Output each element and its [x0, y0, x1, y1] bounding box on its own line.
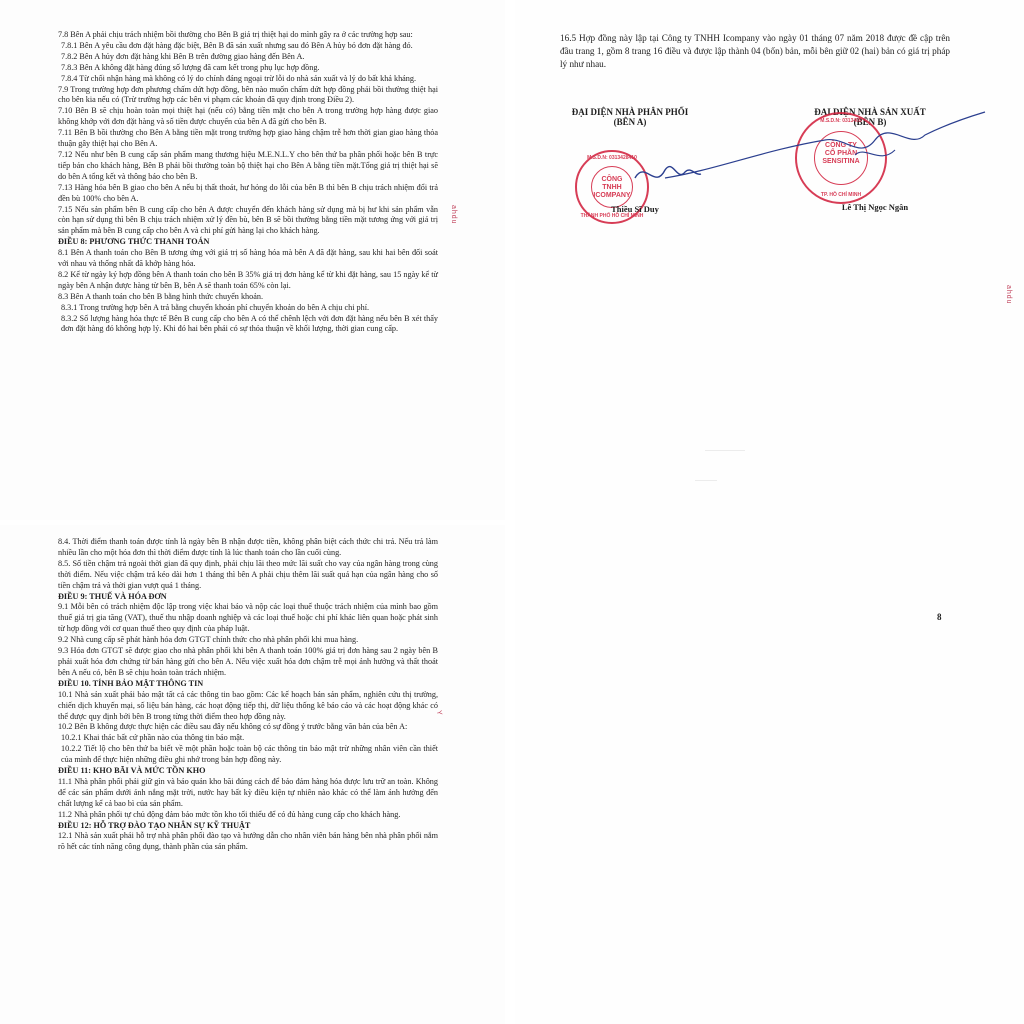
- seal-ring-text: M.S.D.N: 0313428410: [587, 155, 637, 161]
- paragraph: 7.8.2 Bên A hủy đơn đặt hàng khi Bên B trên đường giao hàng đến Bên A.: [61, 51, 305, 61]
- paragraph: 7.8 Bên A phải chịu trách nhiệm bồi thường cho Bên B giá trị thiệt hại do mình gây ra ở các trường hợp sau:: [58, 30, 413, 39]
- paragraph: 7.12 Nếu như bên B cung cấp sản phẩm mang thương hiệu M.E.N.L.Y cho bên thứ ba phân phối hoặc bên B trực tiếp bán cho khách hàng, Bên B phải bồi thường toàn bộ thiệt hại cho Bên A bằng tiền mặt.Tổng giá trị thiệt hại sẽ do bên A tổng kết và thông báo cho bên B.: [58, 149, 438, 181]
- section-heading: ĐIỀU 10. TÍNH BẢO MẬT THÔNG TIN: [58, 678, 204, 688]
- document-page-left-bottom: [0, 525, 505, 1024]
- paragraph: 9.3 Hóa đơn GTGT sẽ được giao cho nhà phân phối khi bên A thanh toán 100% giá trị đơn hàng sau 2 ngày bên B phải xuất hóa đơn chứng từ bán hàng gửi cho bên A. Nếu việc xuất hóa đơn chậm trễ mọi ảnh hưởng và thất thoát bên A nếu có, bên B sẽ chịu hoàn toàn trách nhiệm.: [58, 646, 438, 677]
- seal-name: CÔNG TY CỔ PHẦN SENSITINA: [822, 142, 860, 165]
- paragraph: 10.1 Nhà sản xuất phải bảo mật tất cả các thông tin bao gồm: Các kế hoạch bán sản phẩm, nghiên cứu thị trường, chiến dịch khuyến mại, số liệu bán hàng, các hoạt động tiếp thị, dữ liệu thống kê báo cáo và các hoạt động khác có thể được quy định bởi bên B trong từng thời điểm theo hợp đồng này.: [58, 689, 438, 721]
- margin-handwriting: Y: [434, 709, 443, 717]
- page-number: 8: [937, 612, 942, 622]
- paragraph: 7.9 Trong trường hợp đơn phương chấm dứt hợp đồng, bên nào muốn chấm dứt hợp đồng phải bồi thường thiệt hại cho bên kia nếu có (Trừ trường hợp các bên vi phạm các khoản đã quy định trong Điều 2).: [58, 84, 438, 105]
- margin-handwriting: ahdu: [450, 205, 457, 225]
- paragraph: 7.11 Bên B bồi thường cho Bên A bằng tiền mặt trong trường hợp giao hàng chậm trễ hơn thời gian giao hàng thỏa thuận gây thiệt hại cho Bên A.: [58, 128, 438, 149]
- handwritten-signatures: [515, 0, 1024, 260]
- paragraph: 10.2.2 Tiết lộ cho bên thứ ba biết về một phần hoặc toàn bộ các thông tin bảo mật trừ những nhân viên cần thiết của mình để thực hiện những điều ghi nhớ trong bản hợp đồng này.: [61, 744, 438, 765]
- paragraph: 8.1 Bên A thanh toán cho Bên B tương ứng với giá trị số hàng hóa mà bên A đã đặt hàng, sau khi hai bên đối soát với nhau và thống nhất đã khớp hàng hóa.: [58, 248, 438, 269]
- rep-party: (BÊN A): [613, 117, 647, 127]
- paragraph: 9.1 Mỗi bên có trách nhiệm độc lập trong việc khai báo và nộp các loại thuế thuộc trách nhiệm của mình bao gồm thuế giá trị gia tăng (VAT), thuế thu nhập doanh nghiệp và các loại thuế hoặc chi phí khác liên quan hoặc phát sinh từ hợp đồng với cơ quan thuế theo quy định của pháp luật.: [58, 602, 438, 634]
- section-heading: ĐIỀU 12: HỖ TRỢ ĐÀO TẠO NHÂN SỰ KỸ THUẬT: [58, 820, 251, 830]
- paragraph: 8.4. Thời điểm thanh toán được tính là ngày bên B nhận được tiền, không phân biệt cách thức chi trả. Nếu trả làm nhiều lần cho một hóa đơn thì thời điểm được tính là lúc thanh toán cho lần cuối cùng.: [58, 537, 438, 557]
- paragraph: 7.13 Hàng hóa bên B giao cho bên A nếu bị thất thoát, hư hỏng do lỗi của bên B thì bên B chịu trách nhiệm đổi trả đền bù 100% cho bên A.: [58, 182, 438, 203]
- rep-title: ĐẠI DIỆN NHÀ PHÂN PHỐI: [571, 107, 689, 117]
- page-body-text: [58, 30, 438, 335]
- paragraph: 12.1 Nhà sản xuất phải hỗ trợ nhà phân phối đào tạo và hướng dẫn cho nhân viên bán hàng bên nhà phân phối nắm rõ hết các tính năng công dụng, thành phần của sản phẩm.: [58, 831, 438, 852]
- section-heading: ĐIỀU 11: KHO BÃI VÀ MỨC TỒN KHO: [58, 766, 206, 776]
- rep-title: ĐẠI DIỆN NHÀ SẢN XUẤT: [814, 107, 926, 117]
- paragraph: 11.1 Nhà phân phối phải giữ gìn và bảo quản kho bãi đúng cách để bảo đảm hàng hóa được lưu trữ an toàn. Không để các sản phẩm dưới ánh nắng mặt trời, nước hay bất kỳ điều kiện tự nhiên nào khác có thể làm ảnh hưởng đến chất lượng kể cả bao bì của sản phẩm.: [58, 776, 438, 808]
- margin-handwriting: ahdu: [1005, 285, 1012, 305]
- seal-ring-text: THÀNH PHỐ HỒ CHÍ MINH: [580, 213, 644, 219]
- paragraph: 10.2 Bên B không được thực hiện các điều sau đây nếu không có sự đồng ý trước bằng văn bản của bên A:: [58, 722, 408, 732]
- paragraph: 7.15 Nếu sản phẩm bên B cung cấp cho bên A được chuyển đến khách hàng sử dụng mà bị hư khi sản phẩm vẫn còn hạn sử dụng thì bên B chịu trách nhiệm xử lý đền bù, bên B sẽ bồi thường bằng tiền mặt tương ứng với giá trị sản phẩm mà bên B cung cấp cho bên A và chi phí gửi hàng lại cho khách hàng.: [58, 204, 438, 236]
- paragraph: 7.8.4 Từ chối nhận hàng mà không có lý do chính đáng ngoại trừ lỗi do nhà sản xuất và lý do bất khả kháng.: [61, 73, 417, 83]
- manufacturer-signer-name: Lê Thị Ngọc Ngân: [841, 202, 909, 212]
- seal-ring-text: TP. HỒ CHÍ MINH: [820, 192, 862, 198]
- paragraph: 7.10 Bên B sẽ chịu hoàn toàn mọi thiệt hại (nếu có) bằng tiền mặt cho bên A trong trường hợp hàng được giao không khớp với đơn đặt hàng và số tiền được chuyển của bên A đã gửi cho bên B.: [58, 106, 438, 127]
- section-heading: ĐIỀU 9: THUẾ VÀ HÓA ĐƠN: [58, 591, 167, 601]
- paragraph: 8.3 Bên A thanh toán cho bên B bằng hình thức chuyển khoản.: [58, 291, 263, 301]
- paragraph: 8.3.2 Số lượng hàng hóa thực tế Bên B cung cấp cho bên A có thể chênh lệch với đơn đặt hàng nếu bên B xét thấy đơn đặt hàng đó không hợp lý. Khi đó hai bên phải có sự thỏa thuận về khối lượng, thời gian cung cấp.: [61, 313, 438, 334]
- closing-clause: 16.5 Hợp đồng này lập tại Công ty TNHH Icompany vào ngày 01 tháng 07 năm 2018 được đề cập trên đầu trang 1, gồm 8 trang 16 điều và được lập thành 04 (bốn) bản, mỗi bên giữ 02 (hai) bản có giá trị pháp lý như nhau.: [560, 33, 950, 69]
- distributor-signer-name: Thiều Sĩ Duy: [611, 204, 659, 214]
- paragraph: 9.2 Nhà cung cấp sẽ phát hành hóa đơn GTGT chính thức cho nhà phân phối khi mua hàng.: [58, 635, 359, 645]
- seal-name: CÔNG TNHH ICOMPANY: [593, 176, 631, 199]
- scan-artifact: [695, 480, 717, 481]
- paragraph: 8.5. Số tiền chậm trả ngoài thời gian đã quy định, phải chịu lãi theo mức lãi suất cho vay của ngân hàng trong cùng thời điểm. Nếu việc chậm trả kéo dài hơn 1 tháng thì bên A phải chịu thêm lãi suất quá hạn của ngân hàng cho số tiền chậm trả và thời gian vượt quá 1 tháng.: [58, 558, 438, 590]
- paragraph: 8.2 Kể từ ngày ký hợp đồng bên A thanh toán cho bên B 35% giá trị đơn hàng kể từ khi đặt hàng, sau 15 ngày kể từ ngày bên A nhận được hàng từ bên B, bên A sẽ thanh toán 65% còn lại.: [58, 269, 438, 290]
- section-heading: ĐIỀU 8: PHƯƠNG THỨC THANH TOÁN: [58, 237, 210, 247]
- paragraph: 10.2.1 Khai thác bất cứ phần nào của thông tin bảo mật.: [61, 733, 245, 743]
- seal-ring-text: M.S.D.N: 0313405: [820, 118, 862, 124]
- signature-right-icon: [665, 112, 985, 178]
- document-page-left-top: [0, 0, 505, 520]
- paragraph: 7.8.1 Bên A yêu cầu đơn đặt hàng đặc biệt, Bên B đã sản xuất nhưng sau đó Bên A hủy bỏ đơn đặt hàng đó.: [61, 40, 413, 50]
- signature-right-tail-icon: [855, 150, 895, 156]
- paragraph: 8.3.1 Trong trường hợp bên A trả bằng chuyển khoản phí chuyển khoản do bên A chịu chi phí.: [61, 302, 370, 312]
- paragraph: 11.2 Nhà phân phối tự chủ động đảm bảo mức tồn kho tối thiểu để có đủ hàng cung cấp cho khách hàng.: [58, 809, 401, 819]
- rep-party: (BÊN B): [853, 117, 887, 127]
- scan-artifact: [705, 450, 745, 451]
- paragraph: 7.8.3 Bên A không đặt hàng đúng số lượng đã cam kết trong phụ lục hợp đồng.: [61, 62, 320, 72]
- document-page-signature: [515, 0, 1024, 1024]
- page-body-text: [58, 537, 438, 853]
